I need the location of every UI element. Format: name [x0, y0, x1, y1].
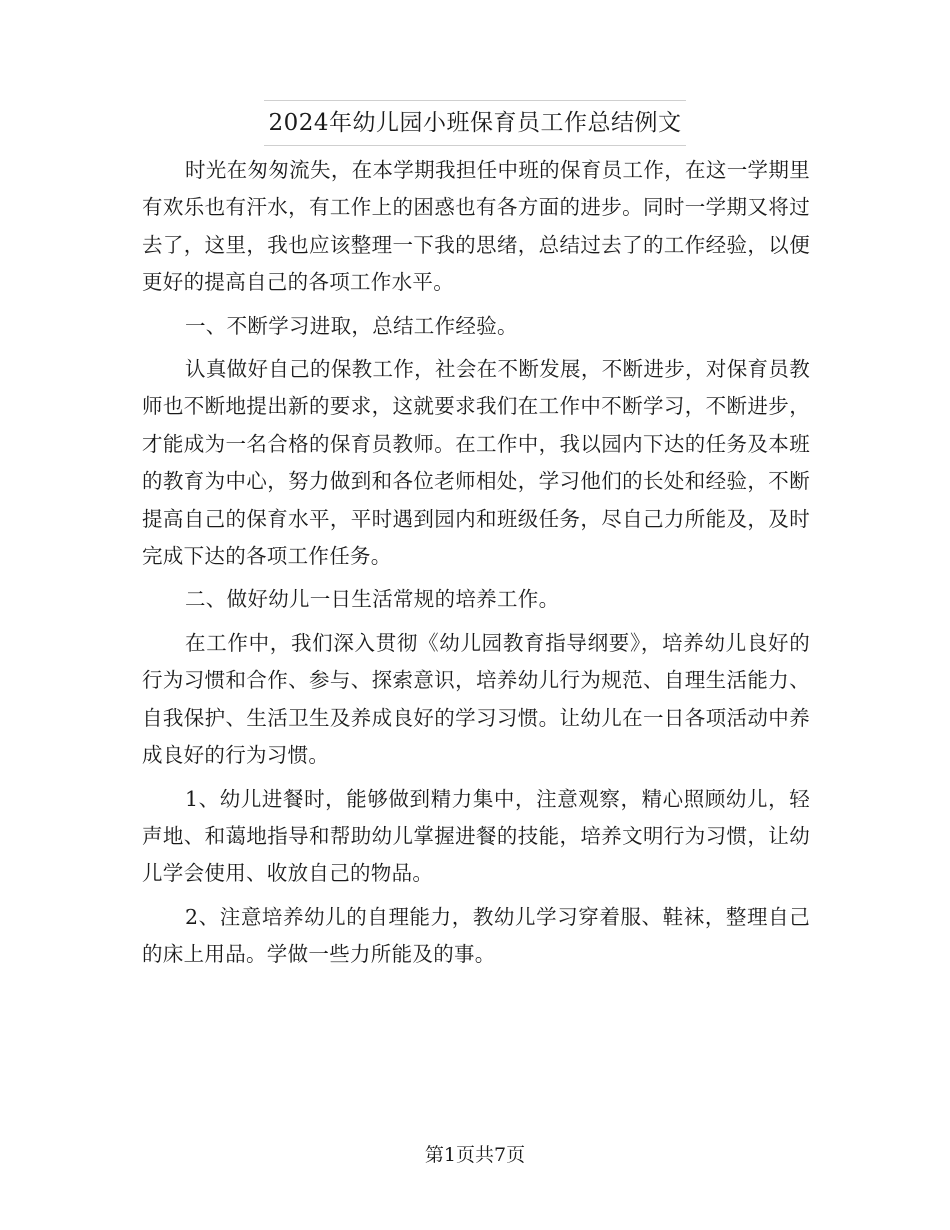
- section-heading-2: 二、做好幼儿一日生活常规的培养工作。: [185, 587, 560, 612]
- page-number-footer: 第1页共7页: [424, 1144, 526, 1166]
- list-item-2: 2、注意培养幼儿的自理能力，教幼儿学习穿着服、鞋袜，整理自己的床上用品。学做一些力所能及的事。: [142, 904, 810, 967]
- document-title: 2024年幼儿园小班保育员工作总结例文: [264, 100, 685, 146]
- paragraph-section-1: 认真做好自己的保教工作，社会在不断发展，不断进步，对保育员教师也不断地提出新的要求，这就要求我们在工作中不断学习，不断进步，才能成为一名合格的保育员教师。在工作中，我以园内下达的任务及本班的教育为中心，努力做到和各位老师相处，学习他们的长处和经验，不断提高自己的保育水平，平时遇到园内和班级任务，尽自己力所能及，及时完成下达的各项工作任务。: [142, 357, 810, 569]
- title-container: [0, 100, 950, 146]
- document-body: [142, 152, 810, 980]
- list-item-1: 1、幼儿进餐时，能够做到精力集中，注意观察，精心照顾幼儿，轻声地、和蔼地指导和帮助幼儿掌握进餐的技能，培养文明行为习惯，让幼儿学会使用、收放自己的物品。: [142, 786, 810, 886]
- paragraph-intro: 时光在匆匆流失，在本学期我担任中班的保育员工作，在这一学期里有欢乐也有汗水，有工作上的困惑也有各方面的进步。同时一学期又将过去了，这里，我也应该整理一下我的思绪，总结过去了的工作经验，以便更好的提高自己的各项工作水平。: [142, 158, 810, 295]
- paragraph-section-2: 在工作中，我们深入贯彻《幼儿园教育指导纲要》，培养幼儿良好的行为习惯和合作、参与、探索意识，培养幼儿行为规范、自理生活能力、自我保护、生活卫生及养成良好的学习习惯。让幼儿在一日各项活动中养成良好的行为习惯。: [142, 630, 810, 768]
- section-heading-1: 一、不断学习进取，总结工作经验。: [185, 313, 518, 338]
